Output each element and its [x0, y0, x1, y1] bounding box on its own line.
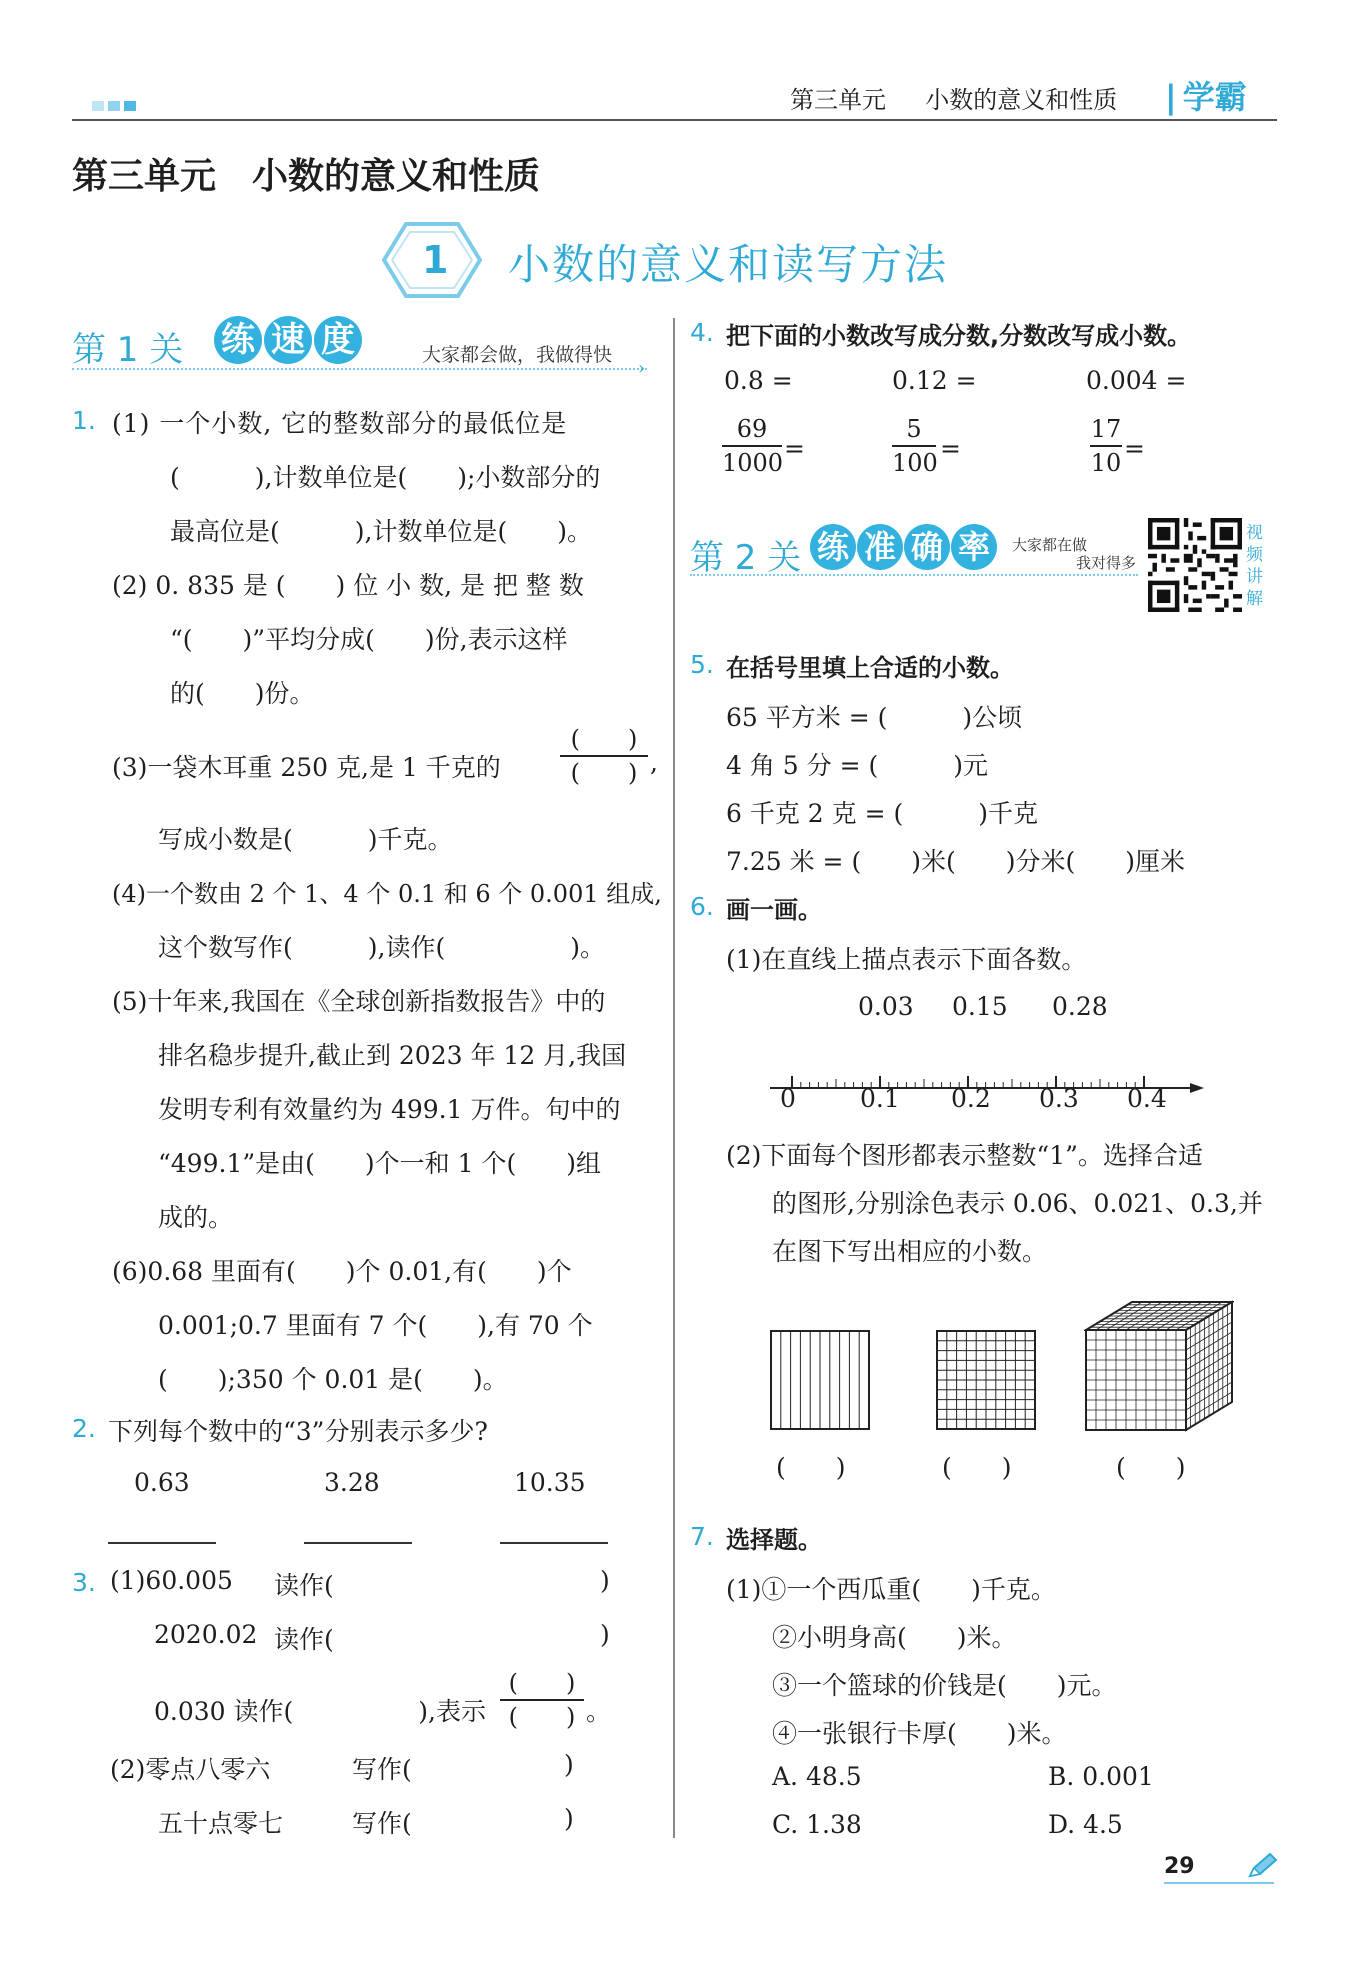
- lesson-number: 1: [422, 238, 449, 282]
- level1-badge-char: 练: [214, 316, 262, 364]
- q1-p6-line2: 0.001;0.7 里面有 7 个( ),有 70 个: [158, 1311, 593, 1340]
- q7-option-d: D. 4.5: [1048, 1810, 1123, 1839]
- level2-badge: [810, 524, 997, 570]
- q4-fraction-3-eq: =: [1124, 434, 1145, 463]
- brand-logo: 学霸: [1182, 78, 1247, 116]
- level2-badge-char: 练: [810, 524, 856, 570]
- figure-thousand-cube[interactable]: [1084, 1300, 1234, 1436]
- qr-code-icon[interactable]: [1148, 518, 1242, 616]
- q4-fraction-1-eq: =: [784, 434, 805, 463]
- q1-p1-line1: (1) 一个小数, 它的整数部分的最低位是: [112, 409, 568, 438]
- q3-r1-label: 读作(: [274, 1571, 334, 1600]
- fraction-denominator: 100: [892, 449, 938, 477]
- fraction-numerator: 17: [1090, 415, 1122, 443]
- figure-answer-1[interactable]: ( ): [776, 1453, 846, 1482]
- q1-p2-line2: “( )”平均分成( )份,表示这样: [170, 625, 568, 654]
- q1-p6-line1: (6)0.68 里面有( )个 0.01,有( )个: [112, 1257, 572, 1286]
- number-line-arrow-icon: [1190, 1083, 1204, 1093]
- q1-p5-line1: (5)十年来,我国在《全球创新指数报告》中的: [112, 987, 606, 1016]
- q7-option-b: B. 0.001: [1048, 1762, 1154, 1791]
- q7-item-3: ③一个篮球的价钱是( )元。: [772, 1671, 1117, 1700]
- q5-text: 在括号里填上合适的小数。: [726, 654, 1014, 682]
- header-unit: [790, 80, 1117, 115]
- figure-answer-3[interactable]: ( ): [1116, 1453, 1186, 1482]
- q2-number-3: 10.35: [514, 1468, 586, 1497]
- q4-fraction-3: [1090, 414, 1122, 478]
- q7-item-4: ④一张银行卡厚( )米。: [772, 1719, 1067, 1748]
- q1-p3-line2: 写成小数是( )千克。: [158, 825, 453, 854]
- q5-number: 5.: [690, 650, 714, 679]
- footer-rule: [1164, 1882, 1274, 1884]
- q2-number: 2.: [72, 1414, 96, 1443]
- level2-slogan-2: 我对得多: [1076, 554, 1137, 572]
- q2-answer-line-3[interactable]: [500, 1542, 608, 1544]
- q5-line-4: 7.25 米 = ( )米( )分米( )厘米: [726, 847, 1185, 876]
- fraction-denominator: ( ): [508, 1703, 576, 1731]
- q3-r1-close: ): [600, 1566, 610, 1595]
- q3-r3-fraction: [500, 1668, 584, 1732]
- q3-r2-close: ): [600, 1620, 610, 1649]
- page-number: 29: [1164, 1854, 1195, 1879]
- header-brand: | 学霸: [1165, 78, 1247, 116]
- q1-p3-fraction: [560, 724, 648, 788]
- q3-r3-end: 。: [586, 1697, 612, 1726]
- q6-p2-line3: 在图下写出相应的小数。: [772, 1237, 1048, 1266]
- q1-p6-line3: ( );350 个 0.01 是( )。: [158, 1365, 508, 1394]
- q4-decimal-1: 0.8 =: [724, 366, 793, 395]
- fraction-denominator: 1000: [722, 449, 784, 477]
- q7-number: 7.: [690, 1522, 714, 1551]
- q6-point-2: 0.15: [952, 992, 1008, 1021]
- q7-text: 选择题。: [726, 1526, 822, 1554]
- level2-badge-char: 率: [951, 524, 997, 570]
- q3-number: 3.: [72, 1568, 96, 1597]
- q1-p4-line2: 这个数写作( ),读作( )。: [158, 933, 605, 962]
- q1-p5-line3: 发明专利有效量约为 499.1 万件。句中的: [158, 1095, 621, 1124]
- fraction-numerator: ( ): [570, 725, 638, 753]
- q3-r5-close: ): [564, 1804, 574, 1833]
- q2-answer-line-2[interactable]: [304, 1542, 412, 1544]
- level1-slogan: 大家都会做，我做得快: [422, 344, 613, 366]
- q6-p1: (1)在直线上描点表示下面各数。: [726, 945, 1087, 974]
- q4-text: 把下面的小数改写成分数,分数改写成小数。: [726, 322, 1192, 350]
- q4-number: 4.: [690, 318, 714, 347]
- q5-line-1: 65 平方米 = ( )公顷: [726, 703, 1023, 732]
- level1-badge-char: 速: [264, 316, 312, 364]
- header-rule: [72, 119, 1277, 121]
- axis-label-3: 0.3: [1039, 1084, 1079, 1113]
- q1-p5-line2: 排名稳步提升,截止到 2023 年 12 月,我国: [158, 1041, 627, 1070]
- q1-p2-line3: 的( )份。: [170, 679, 315, 708]
- q1-p5-line5: 成的。: [158, 1203, 234, 1232]
- q4-fraction-2: [892, 414, 936, 478]
- q6-point-1: 0.03: [858, 992, 914, 1021]
- level1-badge-char: 度: [314, 316, 362, 364]
- figure-answer-2[interactable]: ( ): [942, 1453, 1012, 1482]
- q5-line-3: 6 千克 2 克 = ( )千克: [726, 799, 1039, 828]
- q7-option-a: A. 48.5: [772, 1762, 862, 1791]
- q1-p2-line1: (2) 0. 835 是 ( ) 位 小 数, 是 把 整 数: [112, 571, 584, 600]
- lesson-title: 小数的意义和读写方法: [508, 240, 949, 289]
- q5-line-2: 4 角 5 分 = ( )元: [726, 751, 989, 780]
- figure-ten-strips[interactable]: [770, 1330, 870, 1434]
- q2-text: 下列每个数中的“3”分别表示多少?: [108, 1417, 488, 1446]
- q3-r1-number: (1)60.005: [110, 1566, 233, 1595]
- axis-label-2: 0.2: [951, 1084, 991, 1113]
- q2-answer-line-1[interactable]: [108, 1542, 216, 1544]
- level1-dotted-line: [72, 368, 647, 370]
- q3-r3-text: 0.030 读作( ),表示: [154, 1697, 486, 1726]
- video-label-char: 讲: [1246, 567, 1263, 587]
- q3-r2-number: 2020.02: [154, 1620, 258, 1649]
- level2-slogan-1: 大家都在做: [1012, 536, 1088, 554]
- q1-p5-line4: “499.1”是由( )个一和 1 个( )组: [158, 1149, 601, 1178]
- level2-badge-char: 准: [857, 524, 903, 570]
- q1-p1-line3: 最高位是( ),计数单位是( )。: [170, 517, 592, 546]
- level2-dotted-line: [690, 574, 1138, 576]
- q2-number-2: 3.28: [324, 1468, 380, 1497]
- q3-r2-label: 读作(: [274, 1625, 334, 1654]
- q1-number: 1.: [72, 406, 96, 435]
- q3-r5-label: 写作(: [352, 1809, 412, 1838]
- q4-fraction-1: [722, 414, 782, 478]
- q3-r4-close: ): [564, 1750, 574, 1779]
- q6-p2-line1: (2)下面每个图形都表示整数“1”。选择合适: [726, 1141, 1203, 1170]
- level2-prefix: 第 2 关: [690, 538, 802, 578]
- q6-p2-line2: 的图形,分别涂色表示 0.06、0.021、0.3,并: [772, 1189, 1263, 1218]
- q6-text: 画一画。: [726, 896, 822, 924]
- q4-decimal-2: 0.12 =: [892, 366, 977, 395]
- axis-label-0: 0: [780, 1084, 796, 1113]
- fraction-numerator: ( ): [508, 1669, 576, 1697]
- video-label-char: 频: [1246, 545, 1263, 565]
- fraction-numerator: 5: [906, 415, 922, 443]
- level1-badge: [214, 316, 362, 364]
- fraction-denominator: ( ): [570, 759, 638, 787]
- figure-hundred-grid[interactable]: [936, 1330, 1036, 1434]
- video-label-char: 视: [1246, 523, 1263, 543]
- qr-code-graphic: [1148, 518, 1242, 612]
- q7-item-2: ②小明身高( )米。: [772, 1623, 1017, 1652]
- video-label: [1246, 522, 1266, 610]
- q2-number-1: 0.63: [134, 1468, 190, 1497]
- q3-r4-text: (2)零点八零六: [110, 1755, 271, 1784]
- q6-point-3: 0.28: [1052, 992, 1108, 1021]
- q6-number: 6.: [690, 892, 714, 921]
- q1-p4-line1: (4)一个数由 2 个 1、4 个 0.1 和 6 个 0.001 组成,: [112, 880, 662, 908]
- header-unit-label: 第三单元: [790, 86, 886, 114]
- level1-prefix: 第 1 关: [72, 330, 184, 370]
- axis-label-4: 0.4: [1127, 1084, 1167, 1113]
- q1-p3-line1: (3)一袋木耳重 250 克,是 1 千克的: [112, 753, 501, 782]
- header-dots: [92, 96, 136, 115]
- q3-r5-text: 五十点零七: [158, 1809, 284, 1838]
- pencil-icon: [1246, 1852, 1278, 1884]
- q3-r4-label: 写作(: [352, 1755, 412, 1784]
- unit-title: 第三单元 小数的意义和性质: [72, 156, 541, 197]
- q1-p1-line2: ( ),计数单位是( );小数部分的: [170, 463, 601, 492]
- level1-arrow-icon: ›: [638, 358, 646, 379]
- header-unit-name: 小数的意义和性质: [925, 86, 1118, 114]
- column-divider: [673, 318, 675, 1838]
- axis-label-1: 0.1: [860, 1084, 900, 1113]
- fraction-denominator: 10: [1090, 449, 1122, 477]
- q4-decimal-3: 0.004 =: [1086, 366, 1187, 395]
- q4-fraction-2-eq: =: [940, 434, 961, 463]
- q7-item-1: (1)①一个西瓜重( )千克。: [726, 1575, 1056, 1604]
- fraction-numerator: 69: [736, 415, 768, 443]
- video-label-char: 解: [1246, 589, 1263, 609]
- q7-option-c: C. 1.38: [772, 1810, 862, 1839]
- level2-badge-char: 确: [904, 524, 950, 570]
- q1-p3-comma: ,: [650, 748, 658, 777]
